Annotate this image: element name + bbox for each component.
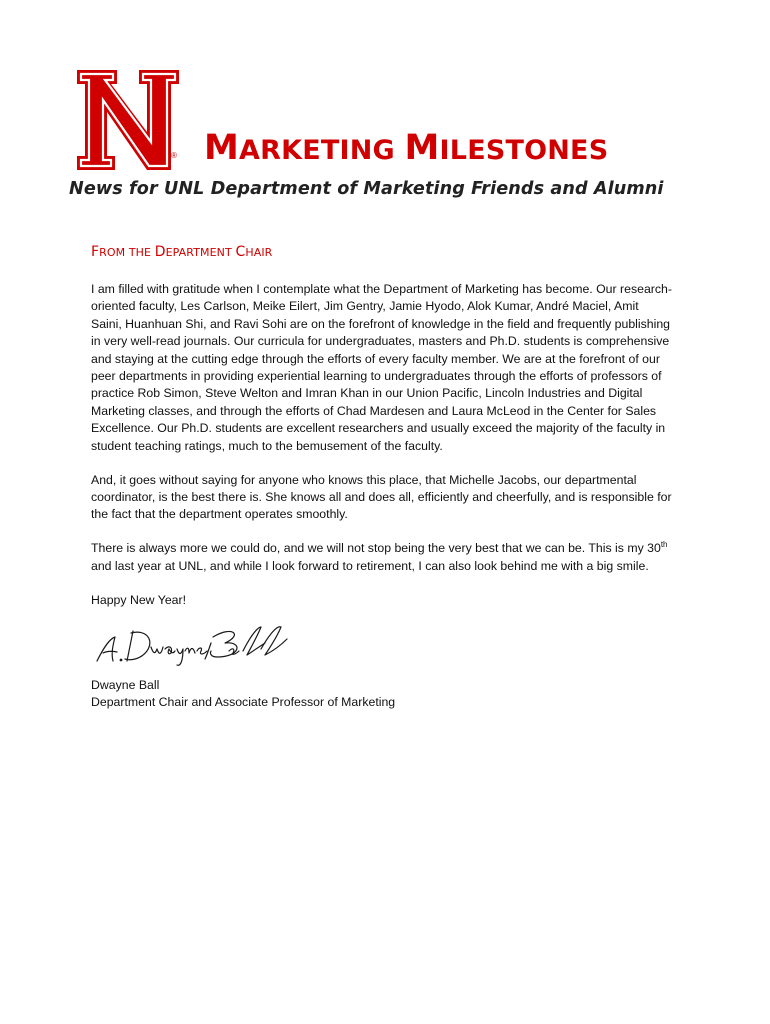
newsletter-title	[204, 128, 609, 168]
text-line: And, it goes without saying for anyone who knows this place, that Michelle Jacobs, our departmental	[91, 472, 637, 487]
closing	[91, 592, 691, 609]
signer-title: Department Chair and Associate Professor of Marketing	[91, 695, 396, 710]
text-line: practice Rob Simon, Steve Welton and Imran Khan in our Union Pacific, Lincoln Industries and Digital	[91, 386, 643, 401]
text-line: Saini, Huanhuan Shi, and Ravi Sohi are on the forefront of knowledge in the field and frequently publishing	[91, 316, 671, 331]
registered-mark: ®	[171, 151, 177, 160]
heading-part: C	[235, 244, 246, 260]
text-line: I am filled with gratitude when I contemplate what the Department of Marketing has become. Our research-	[91, 282, 672, 296]
heading-part: HAIR	[245, 246, 273, 259]
n-logo-icon	[77, 70, 179, 170]
paragraph-3	[91, 540, 691, 575]
paragraph-2	[91, 472, 691, 524]
text-line: the fact that the department operates smoothly.	[91, 507, 348, 522]
text-line: peer departments in providing experiential learning to undergraduates through the efforts of professors of	[91, 369, 662, 384]
title-word-1-rest: ARKETING	[239, 135, 395, 166]
text-line: oriented faculty, Les Carlson, Meike Eilert, Jim Gentry, Jamie Hyodo, Alok Kumar, André Maciel, Amit	[91, 299, 639, 314]
text-line: and staying at the cutting edge through the efforts of every faculty member. We are at the forefront of our	[91, 351, 660, 366]
letter-body	[91, 281, 691, 626]
text-line: and last year at UNL, and while I look forward to retirement, I can also look behind me with a big smile.	[91, 558, 649, 573]
heading-part: D	[154, 244, 166, 260]
heading-part: EPARTMENT	[165, 246, 236, 259]
ordinal-suffix: th	[660, 540, 668, 550]
text-line: in very well-read journals. Our curricula for undergraduates, masters and Ph.D. students is comprehensive	[91, 334, 670, 349]
section-heading	[91, 244, 272, 261]
text-line: There is always more we could do, and we will not stop being the very best that we can be. This is my 30	[91, 541, 661, 556]
newsletter-subtitle: News for UNL Department of Marketing Friends and Alumni	[69, 179, 664, 199]
signer-name: Dwayne Ball	[91, 678, 160, 692]
paragraph-1	[91, 281, 691, 455]
signature-icon	[93, 621, 293, 669]
text-line: Excellence. Our Ph.D. students are excellent researchers and usually exceed the majority of the faculty in	[91, 421, 666, 436]
closing-text: Happy New Year!	[91, 592, 187, 607]
title-initial-2: M	[404, 128, 440, 168]
nebraska-n-logo	[77, 70, 179, 170]
heading-part: ROM THE	[99, 246, 155, 259]
text-line: Marketing classes, and through the efforts of Chad Mardesen and Laura McLeod in the Center for Sales	[91, 403, 657, 418]
title-initial-1: M	[204, 128, 240, 168]
heading-part: F	[91, 244, 100, 260]
signature-block	[91, 677, 395, 712]
text-line: student teaching ratings, much to the bemusement of the faculty.	[91, 438, 443, 453]
title-word-2-rest: ILESTONES	[439, 135, 609, 166]
handwritten-signature	[93, 621, 293, 669]
text-line: coordinator, is the best there is. She knows all and does all, efficiently and cheerfully, and is responsible for	[91, 489, 672, 504]
